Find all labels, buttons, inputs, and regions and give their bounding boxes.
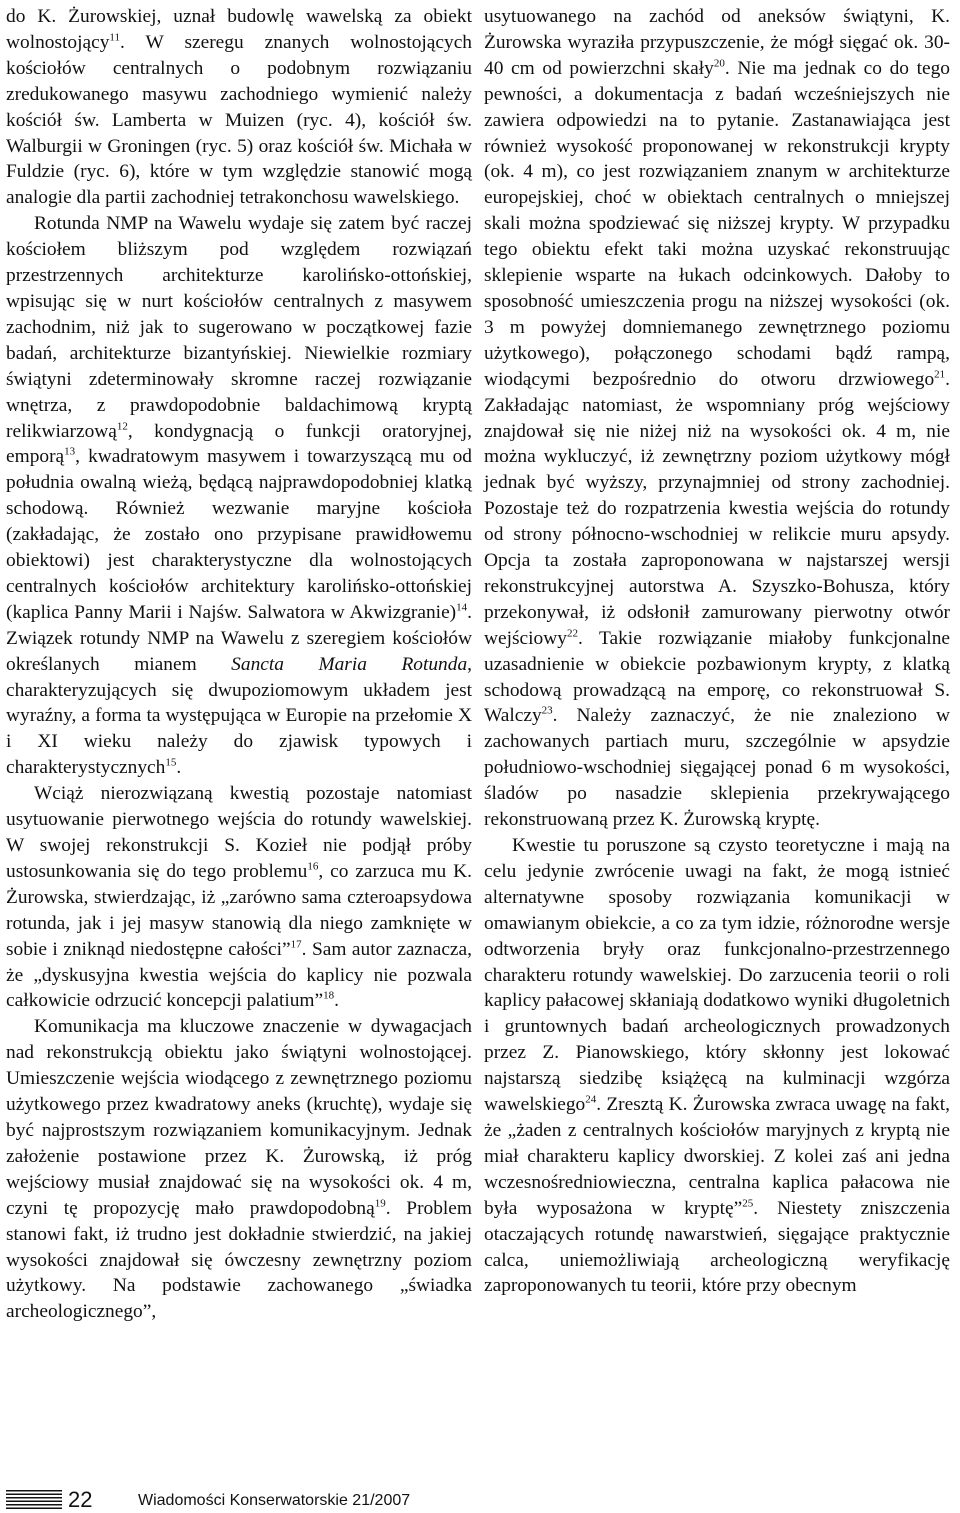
footnote-ref: 23 [541, 705, 553, 717]
footnote-ref: 20 [713, 57, 725, 70]
text-run: , kondygnacją o funkcji oratoryjnej, emporą [6, 420, 472, 468]
paragraph-left-2 [6, 211, 472, 781]
paragraph-left-3 [6, 781, 472, 1014]
text-run: . Należy zaznaczyć, że nie znaleziono w zachowanych partiach muru, szczególnie w apsydzie południowo-wschodniej sięgającej ponad 6 m wysokości, śladów po nasadzie sklepienia przekrywającego rekonstruowaną przez K. Żurowską kryptę. [484, 705, 950, 831]
text-run: . Zresztą K. Żurowska zwraca uwagę na fakt, że „żaden z centralnych kościołów maryjnych z kryptą nie miał charakteru kaplicy dworskiej. Z kolei zaś ani jedna wczesnośredniowieczna, centralna kaplica pałacowa nie była wyposażona w kryptę” [484, 1094, 950, 1219]
paragraph-right-1 [484, 4, 950, 833]
footnote-ref: 19 [374, 1197, 386, 1210]
text-run: . Związek rotundy NMP na Wawelu z szeregiem kościołów określanych mianem [6, 601, 472, 675]
footnote-ref: 16 [307, 860, 319, 873]
text-run: , kwadratowym masywem i towarzyszącą mu od południa owalną wieżą, będącą najprawdopodobniej klatką schodową. Również wezwanie maryjne kościoła (zakładając, że zostało ono przypisane prawidłowemu obiektowi) jest charakterystyczne dla wolnostojących centralnych kościołów architektury karolińsko-ottońskiej (kaplica Panny Marii i Najśw. Salwatora w Akwizgranie) [6, 446, 472, 623]
footnote-ref: 22 [566, 627, 578, 640]
paragraph-right-2 [484, 833, 950, 1299]
paragraph-left-1 [6, 4, 472, 211]
italic-term: Sancta Maria Rotunda [231, 653, 468, 675]
text-run: , co zarzuca mu K. Żurowska, stwierdzając, iż „zarówno sama czteroapsydowa rotunda, jak i jej masyw stanowią dla niego zamknięte w sobie i zniknąd niedostępne całości” [6, 860, 472, 960]
text-run: . Nie ma jednak co do tego pewności, a dokumentacja z badań wcześniejszych nie zawiera odpowiedzi na to pytanie. Zastanawiająca jest również wysokość proponowanej w rekonstrukcji krypty (ok. 4 m), co jest rozwiązaniem znanym w architekturze europejskiej, choć w obiektach centralnych o mniejszej skali można spodziewać się niższej krypty. W przypadku tego obiektu efekt taki można uzyskać rekonstruując sklepienie wsparte na łukach odcinkowych. Dałoby to sposobność umieszczenia progu na niższej wysokości (ok. 3 m powyżej domniemanego zewnętrznego poziomu użytkowego), połączonego schodami bądź rampą, wiodącymi bezpośrednio do otworu drzwiowego [484, 57, 950, 390]
left-text-column [6, 4, 472, 1325]
page-footer [6, 1489, 476, 1511]
footnote-ref: 14 [456, 601, 468, 614]
text-run: . Sam autor zaznacza, że „dyskusyjna kwestia wejścia do kaplicy nie pozwala całkowicie odrzucić koncepcji palatium” [6, 938, 472, 1012]
paragraph-left-4 [6, 1014, 472, 1325]
text-run: Komunikacja ma kluczowe znaczenie w dywagacjach nad rekonstrukcją obiektu jako świątyni wolnostojącej. Umieszczenie wejścia wiodącego z zewnętrznego poziomu użytkowego przez kwadratowy aneks (kruchtę), wydaje się być najprostszym rozwiązaniem komunikacyjnym. Jednak założenie postawione przez K. Żurowską, iż próg wejściowy musiał znajdować się na wysokości ok. 4 m, czyni tę propozycję mało prawdopodobną [6, 1016, 472, 1219]
footnote-ref: 11 [109, 31, 120, 44]
text-run: Kwestie tu poruszone są czysto teoretyczne i mają na celu jedynie zwrócenie uwagi na fakt, że mogą istnieć alternatywne sposoby rozwiązania komunikacji w omawianym obiekcie, a co za tym idzie, różnorodne wersje odtworzenia bryły oraz funkcjonalno-przestrzennego charakteru rotundy wawelskiej. Do zarzucenia teorii o roli kaplicy pałacowej skłaniają dodatkowo wyniki długoletnich i gruntownych badań archeologicznych prowadzonych przez Z. Pianowskiego, który skłonny jest lokować najstarszą siedzibę książęcą na kulminacji wzgórza wawelskiego [484, 835, 950, 1116]
text-run: . W szeregu znanych wolnostojących kościołów centralnych o podobnym rozwiązaniu zredukowanego masywu zachodniego wymienić należy kościół św. Lamberta w Muizen (ryc. 4), kościół św. Walburgii w Groningen (ryc. 5) oraz kościół św. Michała w Fuldzie (ryc. 6), które w tym względzie stanowić mogą analogie dla partii zachodniej tetrakonchosu wawelskiego. [6, 31, 472, 209]
footnote-ref: 12 [116, 420, 128, 433]
text-run: . [334, 990, 339, 1012]
footnote-ref: 18 [323, 989, 335, 1002]
text-run: do K. Żurowskiej, uznał budowlę wawelską za obiekt wolnostojący [6, 6, 472, 53]
text-run: . Zakładając natomiast, że wspomniany próg wejściowy znajdował się nie niżej niż na wysokości ok. 4 m, nie można wykluczyć, iż zewnętrzny poziom użytkowy mógł jednak być wyższy, przynajmniej od strony zachodniej. Pozostaje też do rozpatrzenia kwestia wejścia do rotundy od strony północno-wschodniej w relikcie muru apsydy. Opcja ta została zaproponowana w najstarszej wersji rekonstrukcyjnej autorstwa A. Szyszko-Bohusza, który przekonywał, iż odsłonił zamurowany pierwotny otwór wejściowy [484, 368, 950, 649]
text-run: . Problem stanowi fakt, iż trudno jest dokładnie stwierdzić, na jakiej wysokości znajdował się ówczesny zewnętrzny poziom użytkowy. Na podstawie zachowanego „świadka archeologicznego”, [6, 1197, 472, 1323]
footnote-ref: 25 [742, 1197, 754, 1210]
footnote-ref: 17 [290, 938, 302, 951]
text-run: usytuowanego na zachód od aneksów świątyni, K. Żurowska wyraziła przypuszczenie, że mógł sięgać ok. 30-40 cm od powierzchni skały [484, 6, 950, 79]
footnote-ref: 13 [64, 445, 76, 458]
right-text-column [484, 4, 950, 1299]
text-run: . Niestety zniszczenia otaczających rotundę nawarstwień, sięgające praktycznie calca, uniemożliwiają archeologiczną weryfikację zaproponowanych tu teorii, które przy obecnym [484, 1197, 951, 1297]
decorative-lines [6, 1490, 62, 1510]
footnote-ref: 15 [165, 756, 177, 769]
footnote-ref: 24 [585, 1093, 597, 1106]
text-run: Wciąż nierozwiązaną kwestią pozostaje natomiast usytuowanie pierwotnego wejścia do rotundy wawelskiej. W swojej rekonstrukcji S. Kozieł nie podjął próby ustosunkowania się do tego problemu [6, 783, 472, 882]
page-number: 22 [68, 1487, 93, 1512]
text-run: . Takie rozwiązanie miałoby funkcjonalne uzasadnienie w obiekcie pozbawionym krypty, z klatką schodową prowadzącą na emporę, co rekonstruował S. Walczy [484, 627, 950, 727]
text-run: Rotunda NMP na Wawelu wydaje się zatem być raczej kościołem bliższym pod względem rozwiązań przestrzennych architekturze karolińsko-ottońskiej, wpisując się w nurt kościołów centralnych z masywem zachodnim, niż jak to sugerowano w początkowej fazie badań, architekturze bizantyńskiej. Niewielkie rozmiary świątyni zdeterminowały skromne raczej rozwiązanie wnętrza, z prawdopodobnie baldachimową kryptą relikwiarzową [6, 213, 472, 442]
text-run: . [176, 757, 182, 779]
text-run: , charakteryzujących się dwupoziomowym układem jest wyraźny, a forma ta występująca w Europie na przełomie X i XI wieku należy do zjawisk typowych i charakterystycznych [6, 653, 473, 779]
journal-title: Wiadomości Konserwatorskie 21/2007 [138, 1492, 411, 1509]
footnote-ref: 21 [934, 368, 946, 381]
